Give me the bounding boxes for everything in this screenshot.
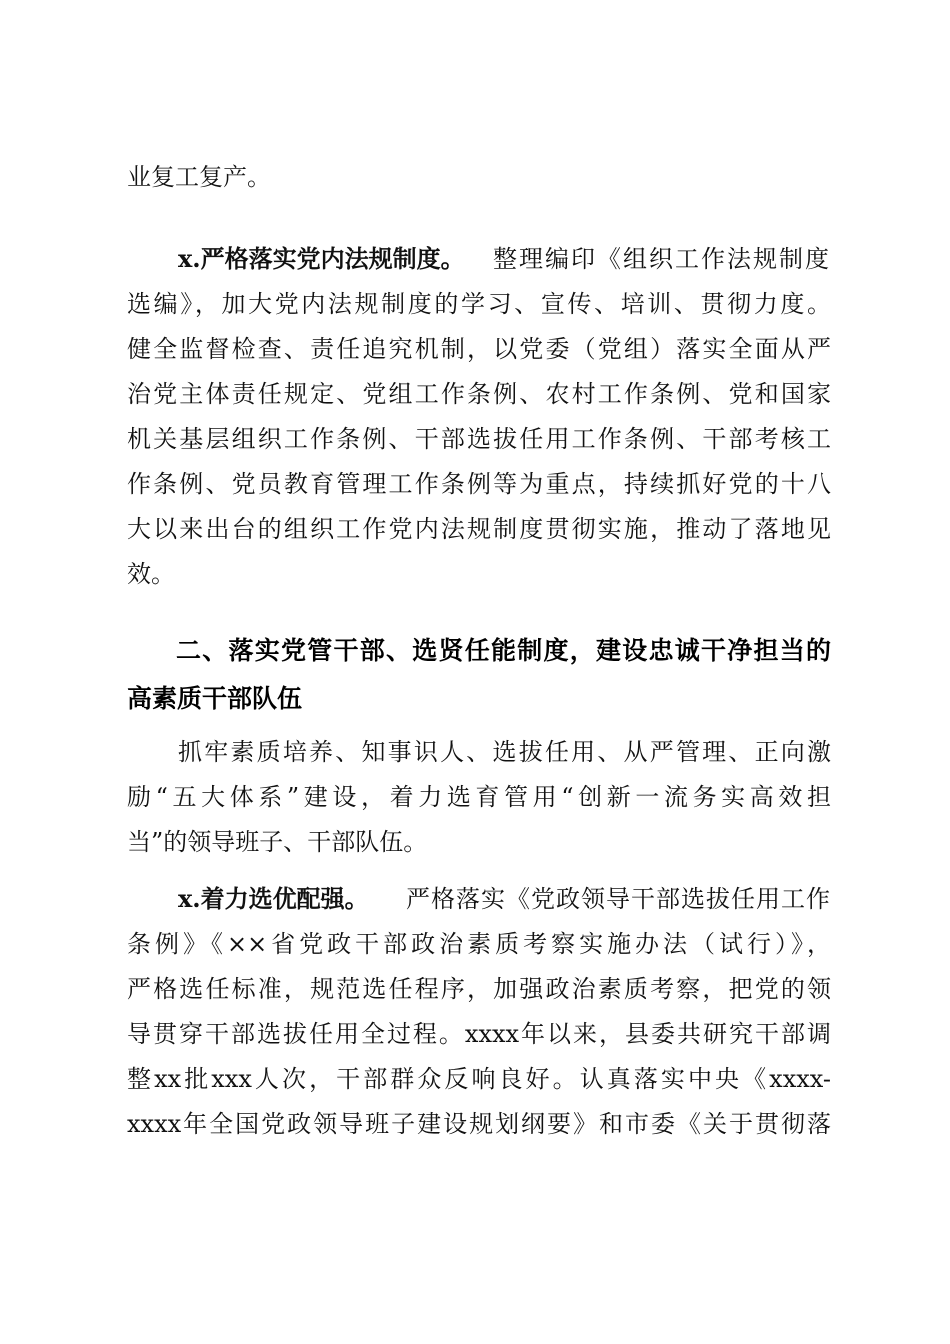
text-line: 效。 (127, 560, 175, 588)
text-line: 条例》《××省党政干部政治素质考察实施办法（试行）》， (127, 930, 831, 958)
text-line: xxxx年全国党政领导班子建设规划纲要》和市委《关于贯彻落 (127, 1110, 831, 1138)
text-line: 业复工复产。 (127, 163, 271, 191)
text-line: 励“五大体系”建设，着力选育管用“创新一流务实高效担 (127, 783, 831, 811)
text-line: 导贯穿干部选拔任用全过程。xxxx年以来，县委共研究干部调 (127, 1020, 831, 1048)
text-span: 严格落实《党政领导干部选拔任用工作 (406, 885, 831, 913)
text-line: 严格选任标准，规范选任程序，加强政治素质考察，把党的领 (127, 975, 831, 1003)
text-line: 整xx批xxx人次，干部群众反响良好。认真落实中央《xxxx- (127, 1065, 831, 1093)
paragraph-first-line: 抓牢素质培养、知事识人、选拔任用、从严管理、正向激 (178, 738, 831, 766)
section-heading-cont: 高素质干部队伍 (127, 684, 303, 713)
text-line: 大以来出台的组织工作党内法规制度贯彻实施，推动了落地见 (127, 515, 831, 543)
item-heading: x.着力选优配强。 (178, 884, 369, 913)
item-heading: x.严格落实党内法规制度。 (178, 244, 465, 273)
text-line: 治党主体责任规定、党组工作条例、农村工作条例、党和国家 (127, 380, 831, 408)
section-heading: 二、落实党管干部、选贤任能制度，建设忠诚干净担当的 (176, 636, 831, 665)
text-line: 当”的领导班子、干部队伍。 (127, 828, 428, 856)
text-line: 作条例、党员教育管理工作条例等为重点，持续抓好党的十八 (127, 470, 831, 498)
text-line: 选编》，加大党内法规制度的学习、宣传、培训、贯彻力度。 (127, 290, 831, 318)
paragraph-first-line (178, 242, 831, 276)
text-line: 健全监督检查、责任追究机制，以党委（党组）落实全面从严 (127, 335, 831, 363)
text-span: 整理编印《组织工作法规制度 (493, 245, 831, 273)
text-line: 机关基层组织工作条例、干部选拔任用工作条例、干部考核工 (127, 425, 831, 453)
paragraph-first-line (178, 882, 831, 916)
